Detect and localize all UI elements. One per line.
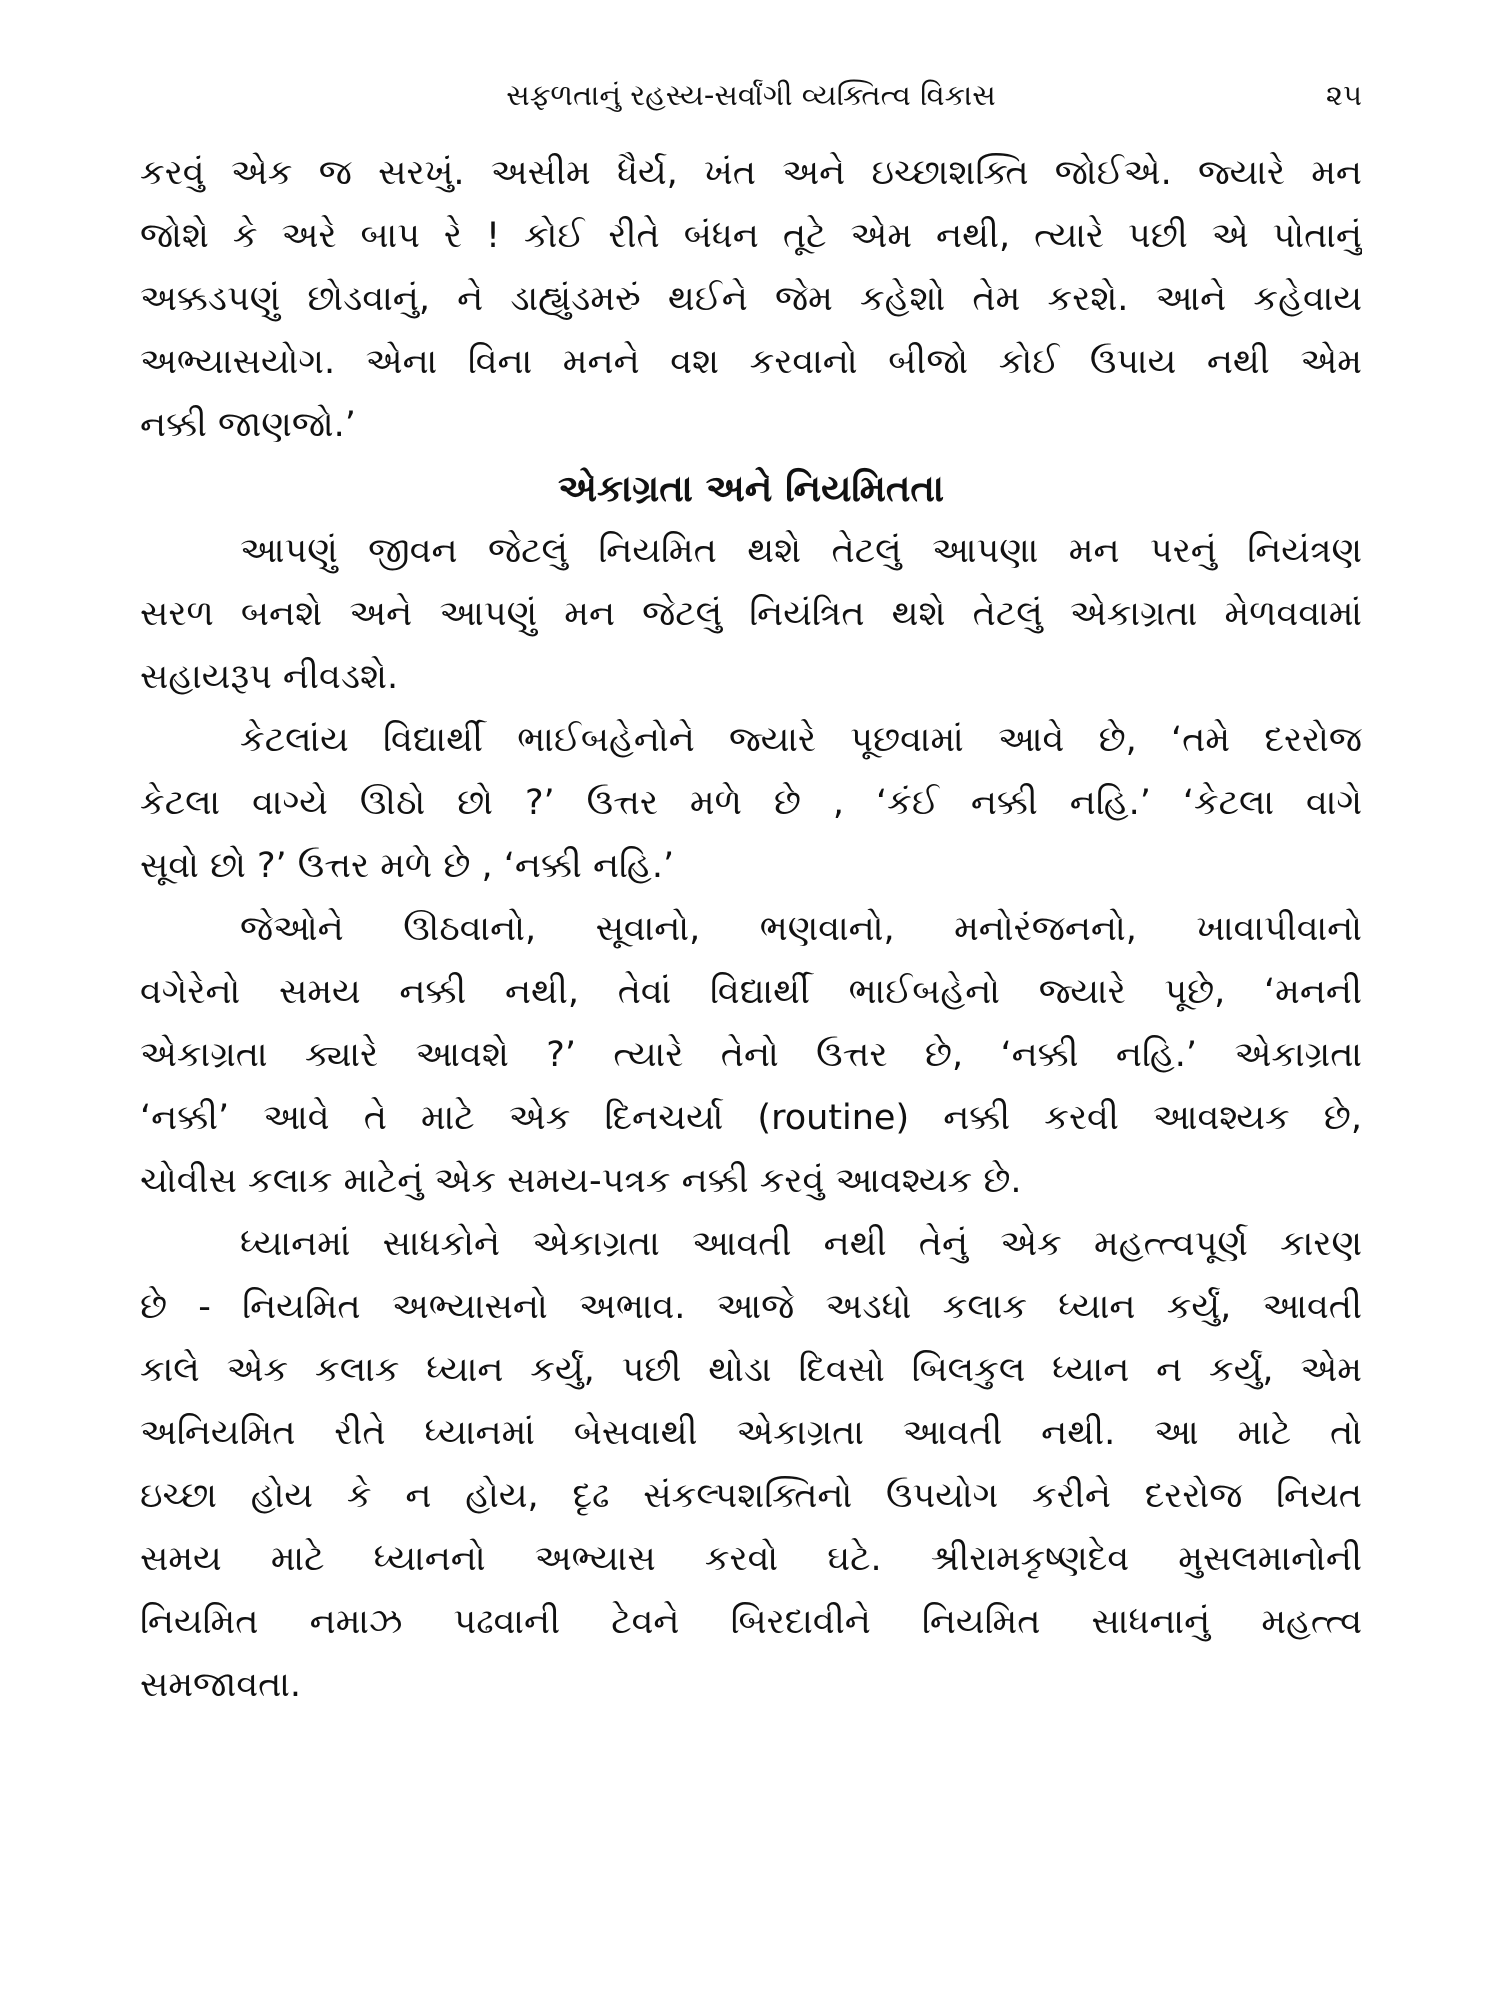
- text-line: સમય માટે ધ્યાનનો અભ્યાસ કરવો ઘટે. શ્રીરામકૃષ્ણદેવ મુસલમાનોની: [140, 1539, 1362, 1579]
- text-line: જેઓને ઊઠવાનો, સૂવાનો, ભણવાનો, મનોરંજનનો, ખાવાપીવાનો: [240, 909, 1362, 949]
- text-line: અભ્યાસયોગ. એના વિના મનને વશ કરવાનો બીજો કોઈ ઉપાય નથી એમ: [140, 342, 1362, 382]
- text-line: ઇચ્છા હોય કે ન હોય, દૃઢ સંકલ્પશક્તિનો ઉપયોગ કરીને દરરોજ નિયત: [140, 1476, 1362, 1516]
- text-line: અનિયમિત રીતે ધ્યાનમાં બેસવાથી એકાગ્રતા આવતી નથી. આ માટે તો: [140, 1413, 1362, 1453]
- section-heading: એકાગ્રતા અને નિયમિતતા: [557, 467, 945, 510]
- text-line: કાલે એક કલાક ધ્યાન કર્યું, પછી થોડા દિવસો બિલકુલ ધ્યાન ન કર્યું, એમ: [140, 1350, 1362, 1390]
- text-line: કેટલા વાગ્યે ઊઠો છો ?’ ઉત્તર મળે છે , ‘કંઈ નક્કી નહિ.’ ‘કેટલા વાગે: [140, 783, 1362, 823]
- text-line: સહાયરૂપ નીવડશે.: [140, 657, 399, 697]
- text-line: વગેરેનો સમય નક્કી નથી, તેવાં વિદ્યાર્થી ભાઈબહેનો જ્યારે પૂછે, ‘મનની: [140, 972, 1362, 1012]
- text-line: એકાગ્રતા ક્યારે આવશે ?’ ત્યારે તેનો ઉત્તર છે, ‘નક્કી નહિ.’ એકાગ્રતા: [140, 1035, 1362, 1075]
- text-line: ‘નક્કી’ આવે તે માટે એક દિનચર્યા (routine) નક્કી કરવી આવશ્યક છે,: [140, 1098, 1362, 1138]
- text-line: ધ્યાનમાં સાધકોને એકાગ્રતા આવતી નથી તેનું એક મહત્ત્વપૂર્ણ કારણ: [240, 1224, 1362, 1264]
- page-body: [140, 142, 1362, 1717]
- text-line: છે - નિયમિત અભ્યાસનો અભાવ. આજે અડધો કલાક ધ્યાન કર્યું, આવતી: [140, 1287, 1362, 1327]
- text-line: નક્કી જાણજો.’: [140, 405, 356, 445]
- text-line: સૂવો છો ?’ ઉત્તર મળે છે , ‘નક્કી નહિ.’: [140, 846, 675, 886]
- text-line: અક્કડપણું છોડવાનું, ને ડાહ્યુંડમરું થઈને જેમ કહેશો તેમ કરશે. આને કહેવાય: [140, 279, 1362, 319]
- text-line: આપણું જીવન જેટલું નિયમિત થશે તેટલું આપણા મન પરનું નિયંત્રણ: [240, 531, 1362, 571]
- page-header: [140, 70, 1362, 120]
- text-line: કરવું એક જ સરખું. અસીમ ધૈર્ય, ખંત અને ઇચ્છાશક્તિ જોઈએ. જ્યારે મન: [140, 153, 1362, 193]
- text-line: ચોવીસ કલાક માટેનું એક સમય-પત્રક નક્કી કરવું આવશ્યક છે.: [140, 1161, 1022, 1201]
- text-line: કેટલાંય વિદ્યાર્થી ભાઈબહેનોને જ્યારે પૂછવામાં આવે છે, ‘તમે દરરોજ: [240, 720, 1362, 760]
- text-line: સમજાવતા.: [140, 1665, 302, 1705]
- running-title: સફળતાનું રહસ્ય-સર્વાંગી વ્યક્તિત્વ વિકાસ: [506, 78, 996, 112]
- text-line: નિયમિત નમાઝ પઢવાની ટેવને બિરદાવીને નિયમિત સાધનાનું મહત્ત્વ: [140, 1602, 1362, 1642]
- text-line: જોશે કે અરે બાપ રે ! કોઈ રીતે બંધન તૂટે એમ નથી, ત્યારે પછી એ પોતાનું: [140, 216, 1362, 256]
- page-number: ૨૫: [1325, 78, 1362, 112]
- text-line: સરળ બનશે અને આપણું મન જેટલું નિયંત્રિત થશે તેટલું એકાગ્રતા મેળવવામાં: [140, 594, 1362, 634]
